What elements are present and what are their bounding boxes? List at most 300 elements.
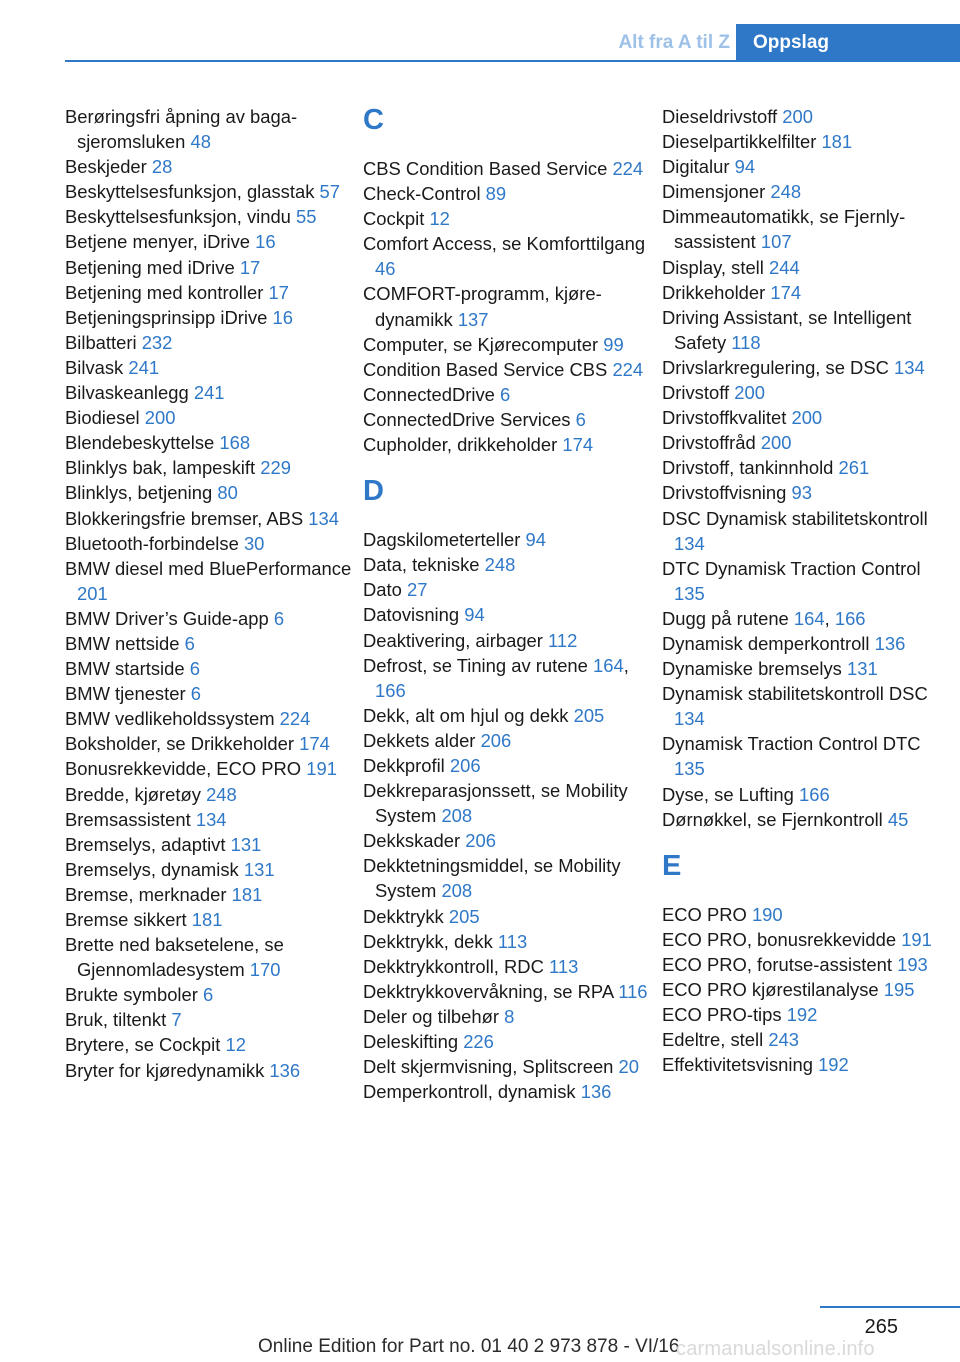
index-entry-term: Bremsassistent: [65, 808, 191, 830]
index-entry: [363, 382, 653, 407]
index-entry: [363, 778, 653, 828]
index-entry-term: Bonusrekkevidde, ECO PRO: [65, 758, 302, 780]
page-reference-link[interactable]: 6: [189, 658, 200, 680]
page-reference-link[interactable]: 135: [674, 582, 705, 604]
index-entry: [65, 430, 355, 455]
page-reference-link[interactable]: 12: [225, 1034, 246, 1056]
index-entry: [662, 952, 952, 977]
index-entry-term: Data, tekniske: [363, 554, 480, 576]
index-entry: [65, 506, 355, 531]
index-entry-term: ECO PRO: [662, 903, 747, 925]
index-entry-term: Betjene menyer, iDrive: [65, 231, 251, 253]
index-entry-term: Biodiesel: [65, 407, 140, 429]
index-entry: [65, 756, 355, 781]
page-reference-link[interactable]: 27: [406, 579, 428, 601]
index-entry: [363, 753, 653, 778]
page-reference-link[interactable]: 80: [217, 482, 238, 504]
index-entry: [65, 1058, 355, 1083]
index-entry-term: Dieseldrivstoff: [662, 106, 778, 127]
index-entry: [65, 405, 355, 430]
page-reference-link[interactable]: 174: [770, 281, 802, 303]
index-entry: [65, 154, 355, 179]
index-entry: [65, 982, 355, 1007]
index-entry: [65, 857, 355, 882]
index-entry-term: Dimensjoner: [662, 181, 766, 203]
page-reference-link[interactable]: 206: [480, 729, 512, 751]
page-reference-link[interactable]: 224: [612, 358, 644, 380]
index-letter-heading: D: [363, 475, 384, 508]
index-entry: [662, 927, 952, 952]
index-entry: [363, 281, 653, 331]
page-number: 265: [864, 1316, 898, 1338]
index-entry: Dugg på rutene 164, 166: [662, 607, 866, 629]
index-entry-term: Beskyttelsesfunksjon, vindu: [65, 206, 291, 228]
page-reference-link[interactable]: 6: [500, 383, 511, 405]
index-entry-term: Deler og tilbehør: [363, 1005, 499, 1027]
index-column-2: [363, 104, 653, 1104]
index-entry-term: CBS Condition Based Service: [363, 158, 608, 179]
page-reference-link[interactable]: 200: [791, 407, 823, 429]
page-reference-link[interactable]: 94: [734, 156, 756, 178]
index-entry-term: Effektivitetsvisning: [662, 1054, 813, 1076]
index-entry: [363, 628, 653, 653]
index-entry-term: Computer, se Kjørecomputer: [363, 333, 599, 355]
page-reference-link[interactable]: 192: [786, 1004, 818, 1026]
page-reference-link[interactable]: 195: [883, 979, 915, 1000]
index-entry: [363, 904, 653, 929]
index-entry-term: Display, stell: [662, 256, 764, 278]
index-entry: [363, 602, 653, 627]
page-reference-link[interactable]: 113: [549, 955, 579, 977]
index-entry: [363, 552, 653, 577]
footer-rule: [820, 1306, 960, 1308]
index-entry-term: Dynamisk Traction Control DTC: [662, 733, 921, 755]
page-reference-link[interactable]: 136: [874, 632, 906, 654]
header-chapter-tab[interactable]: Oppslag: [736, 24, 960, 61]
index-entry: [363, 1004, 653, 1029]
index-entry: [65, 782, 355, 807]
index-letter-heading: E: [662, 849, 682, 882]
index-entry: [662, 631, 952, 656]
page-reference-link[interactable]: 136: [580, 1081, 612, 1103]
index-entry-term: ECO PRO, bonusrekkevidde: [662, 928, 897, 950]
index-entry-term: Dieselpartikkelfilter: [662, 131, 817, 153]
page-reference-link[interactable]: 89: [485, 183, 507, 205]
index-entry-term: Digitalur: [662, 156, 730, 178]
index-entry: [662, 380, 952, 405]
page-reference-link[interactable]: 261: [838, 457, 870, 479]
index-entry: [65, 882, 355, 907]
index-entry: [65, 556, 355, 606]
index-entry: [65, 255, 355, 280]
index-entry-term: Dynamisk demperkontroll: [662, 632, 870, 654]
index-entry-term: Dekktrykkovervåkning, se RPA: [363, 980, 614, 1002]
index-entry-term: ECO PRO, forutse-assistent: [662, 953, 892, 975]
page-reference-link[interactable]: 224: [612, 158, 644, 179]
index-entry: [363, 1079, 653, 1104]
index-entry: [65, 807, 355, 832]
index-entry: [662, 977, 952, 1002]
index-entry-term: Beskyttelsesfunksjon, glasstak: [65, 181, 315, 203]
page-reference-link[interactable]: 191: [306, 758, 337, 780]
index-entry-term: Bluetooth-forbindelse: [65, 532, 239, 554]
page-reference-link[interactable]: 205: [573, 704, 605, 726]
index-entry: [65, 832, 355, 857]
index-entry-term: Drivstoffråd: [662, 432, 756, 454]
index-entry: [363, 728, 653, 753]
page-reference-link[interactable]: 174: [299, 733, 330, 755]
page-reference-link[interactable]: 118: [731, 331, 761, 353]
index-entry: [363, 527, 653, 552]
index-entry-term: BMW vedlikeholdssystem: [65, 708, 275, 730]
index-entry: [363, 332, 653, 357]
index-entry: [363, 979, 653, 1004]
page-reference-link[interactable]: 116: [618, 980, 648, 1002]
index-entry-term: Bremselys, adaptivt: [65, 833, 226, 855]
page-reference-link[interactable]: 200: [760, 432, 792, 454]
page-reference-link[interactable]: 136: [269, 1059, 301, 1081]
page-reference-link[interactable]: 206: [449, 754, 481, 776]
page-reference-link[interactable]: 193: [897, 953, 928, 975]
index-entry-term: Betjening med kontroller: [65, 281, 264, 303]
index-entry-term: Dekkreparasjonssett, se Mobility System: [363, 780, 628, 827]
index-entry: [662, 305, 952, 355]
page-reference-link[interactable]: 16: [255, 231, 276, 253]
index-entry-term: Driving Assistant, se Intelligent Safety: [662, 306, 912, 353]
page-reference-link[interactable]: 7: [171, 1009, 182, 1031]
index-entry-term: Brette ned baksetelene, se Gjennomladesystem: [65, 934, 284, 981]
index-entry-term: Brukte symboler: [65, 984, 198, 1006]
page-reference-link[interactable]: 164: [793, 607, 825, 629]
index-entry: [662, 255, 952, 280]
page-reference-link[interactable]: 16: [272, 306, 293, 328]
index-entry: [363, 357, 653, 382]
index-entry-term: Bremse, merknader: [65, 883, 227, 905]
index-entry-term: ECO PRO kjørestilanalyse: [662, 979, 879, 1000]
index-entry: [662, 355, 952, 380]
index-entry-term: Bryter for kjøredynamikk: [65, 1059, 265, 1081]
index-entry-term: BMW startside: [65, 658, 185, 680]
index-entry-term: Cockpit: [363, 208, 425, 230]
index-entry: [65, 1007, 355, 1032]
index-entry-term: ConnectedDrive: [363, 383, 495, 405]
index-entry-term: Bruk, tiltenkt: [65, 1009, 167, 1031]
index-entry-term: Dagskilometerteller: [363, 529, 521, 551]
index-entry: [662, 556, 952, 606]
index-entry: [65, 1032, 355, 1057]
index-entry-term: Dekktrykk, dekk: [363, 930, 493, 952]
page-reference-link[interactable]: 226: [463, 1031, 494, 1052]
index-entry: [65, 706, 355, 731]
index-entry: [363, 407, 653, 432]
page-reference-link[interactable]: 134: [195, 808, 227, 830]
index-entry-term: Drivstoff: [662, 382, 730, 404]
index-entry-term: Betjeningsprinsipp iDrive: [65, 306, 268, 328]
page-reference-link[interactable]: 112: [548, 629, 578, 651]
page-reference-link[interactable]: 241: [193, 382, 225, 404]
index-entry: [65, 179, 355, 204]
index-entry-term: BMW diesel med BluePerformance: [65, 557, 352, 579]
page-reference-link[interactable]: 248: [484, 554, 516, 576]
index-entry-term: Bilbatteri: [65, 331, 137, 353]
watermark: carmanualsonline.info: [676, 1338, 875, 1360]
page-reference-link[interactable]: 243: [768, 1029, 800, 1051]
page-reference-link[interactable]: 200: [734, 382, 765, 404]
index-entry-term: BMW nettside: [65, 632, 180, 654]
index-entry-term: Dørnøkkel, se Fjernkontroll: [662, 808, 883, 830]
index-entry: [65, 455, 355, 480]
page-reference-link[interactable]: 94: [525, 529, 546, 551]
index-entry: [662, 104, 952, 129]
page-reference-link[interactable]: 192: [818, 1054, 849, 1076]
page-reference-link[interactable]: 191: [901, 928, 932, 950]
page-reference-link[interactable]: 181: [231, 883, 263, 905]
index-entry: [662, 405, 952, 430]
index-entry-term: ECO PRO-tips: [662, 1004, 782, 1026]
index-entry-term: Dimmeautomatikk, se Fjernlysassistent: [662, 206, 906, 253]
page-reference-link[interactable]: 134: [674, 708, 705, 730]
index-entry: Defrost, se Tining av rutene 164, 166: [363, 654, 629, 701]
index-entry: [65, 229, 355, 254]
page-reference-link[interactable]: 168: [219, 432, 251, 454]
index-entry: [662, 1052, 952, 1077]
page-reference-link[interactable]: 205: [448, 905, 480, 927]
index-entry-term: Betjening med iDrive: [65, 256, 235, 278]
index-entry: [662, 179, 952, 204]
index-entry: [65, 480, 355, 505]
page-reference-link[interactable]: 201: [77, 582, 108, 604]
page-reference-link[interactable]: 131: [243, 858, 275, 880]
index-entry: [65, 280, 355, 305]
index-column-1: [65, 104, 355, 1083]
index-entry: [65, 907, 355, 932]
index-entry-term: DTC Dynamisk Traction Control: [662, 557, 921, 579]
index-entry-term: Blendebeskyttelse: [65, 432, 215, 454]
index-entry-term: Berøringsfri åpning av bagasjeromsluken: [65, 106, 298, 153]
index-entry: [662, 731, 952, 781]
index-entry: [363, 853, 653, 903]
index-entry-term: ConnectedDrive Services: [363, 408, 571, 430]
page-reference-link[interactable]: 190: [751, 903, 783, 925]
index-entry-term: Comfort Access, se Komforttilgang: [363, 233, 646, 255]
page-reference-link[interactable]: 17: [268, 281, 289, 303]
index-entry-term: COMFORT-programm, kjøredynamikk: [363, 283, 602, 330]
index-entry: [662, 1002, 952, 1027]
index-entry: [662, 807, 952, 832]
header-section-title: Alt fra A til Z: [618, 32, 730, 53]
page-reference-link[interactable]: 6: [273, 607, 285, 629]
index-entry-term: Condition Based Service CBS: [363, 358, 608, 380]
index-entry: [363, 231, 653, 281]
page-reference-link[interactable]: 206: [465, 830, 496, 852]
page-reference-link[interactable]: 20: [618, 1056, 639, 1078]
index-entry-term: Dekktetningsmiddel, se Mobility System: [363, 855, 621, 902]
page-reference-link[interactable]: 134: [894, 356, 925, 378]
index-entry-term: Dyse, se Lufting: [662, 783, 794, 805]
index-entry-term: Drivstoffvisning: [662, 482, 787, 504]
page-reference-link[interactable]: 17: [239, 256, 261, 278]
index-entry-term: Dekkets alder: [363, 729, 476, 751]
index-entry: [65, 531, 355, 556]
index-entry-term: Dekkprofil: [363, 754, 445, 776]
page-reference-link[interactable]: 6: [184, 632, 195, 654]
index-entry-term: Drivstoff, tankinnhold: [662, 457, 834, 479]
page-reference-link[interactable]: 200: [144, 407, 176, 429]
index-entry: [65, 731, 355, 756]
page-reference-link[interactable]: 224: [279, 708, 311, 730]
index-entry-term: Bredde, kjøretøy: [65, 783, 201, 805]
index-entry-term: Dugg på rutene: [662, 607, 789, 629]
index-entry: [363, 929, 653, 954]
index-entry: [662, 1027, 952, 1052]
page-reference-link[interactable]: 93: [791, 482, 812, 504]
page-reference-link[interactable]: 166: [799, 783, 830, 805]
page-reference-link[interactable]: 181: [191, 909, 223, 930]
page-reference-link[interactable]: 170: [249, 959, 281, 981]
index-entry-term: Cupholder, drikkeholder: [363, 434, 558, 456]
index-column-3: [662, 104, 952, 1077]
index-entry: [363, 954, 653, 979]
page-reference-link[interactable]: 131: [847, 658, 878, 680]
page-reference-link[interactable]: 6: [190, 683, 201, 705]
page-reference-link[interactable]: 166: [834, 607, 866, 629]
page-reference-link[interactable]: 137: [457, 308, 489, 330]
index-entry: [65, 204, 355, 229]
index-entry-term: Dekkskader: [363, 830, 461, 852]
index-entry-term: Dynamiske bremselys: [662, 658, 842, 680]
index-entry: [65, 656, 355, 681]
page-reference-link[interactable]: 30: [243, 532, 265, 554]
index-entry: [662, 782, 952, 807]
index-entry: [363, 1029, 653, 1054]
page-reference-link[interactable]: 248: [206, 783, 237, 805]
page-reference-link[interactable]: 99: [603, 333, 624, 355]
index-entry-term: Blokkeringsfrie bremser, ABS: [65, 507, 304, 529]
index-entry: [65, 932, 355, 982]
index-entry-term: Dekktrykkontroll, RDC: [363, 955, 544, 977]
index-entry-term: Bilvask: [65, 356, 124, 378]
index-entry: [662, 204, 952, 254]
index-entry: [662, 430, 952, 455]
index-entry-term: Delt skjermvisning, Splitscreen: [363, 1056, 614, 1078]
index-entry-term: Bremse sikkert: [65, 909, 187, 930]
page-reference-link[interactable]: 166: [375, 679, 406, 701]
page-reference-link[interactable]: 135: [674, 758, 705, 780]
index-entry: [662, 656, 952, 681]
index-entry-term: BMW tjenester: [65, 683, 186, 705]
page-reference-link[interactable]: 164: [593, 654, 624, 676]
index-entry-term: Dekk, alt om hjul og dekk: [363, 704, 569, 726]
page-reference-link[interactable]: 248: [770, 181, 802, 203]
page-reference-link[interactable]: 229: [260, 457, 291, 479]
index-entry-term: Edeltre, stell: [662, 1029, 764, 1051]
index-entry: [363, 828, 653, 853]
index-entry-term: Deleskifting: [363, 1031, 459, 1052]
page-reference-link[interactable]: 46: [375, 258, 396, 280]
index-entry: [662, 129, 952, 154]
index-entry: [363, 181, 653, 206]
page-reference-link[interactable]: 45: [887, 808, 909, 830]
page-reference-link[interactable]: 244: [768, 256, 800, 278]
page-reference-link[interactable]: 28: [151, 156, 173, 178]
page-reference-link[interactable]: 48: [190, 131, 211, 153]
index-entry-term: BMW Driver’s Guide-app: [65, 607, 269, 629]
page-reference-link[interactable]: 6: [203, 984, 214, 1006]
index-entry: [363, 432, 653, 457]
page-reference-link[interactable]: 134: [674, 532, 705, 554]
index-entry-term: Drivstoffkvalitet: [662, 407, 787, 429]
page-reference-link[interactable]: 241: [128, 356, 160, 378]
page-reference-link[interactable]: 107: [760, 231, 792, 253]
page-reference-link[interactable]: 208: [441, 805, 473, 827]
index-entry-term: Defrost, se Tining av rutene: [363, 654, 588, 676]
index-entry-term: Deaktivering, airbager: [363, 629, 543, 651]
index-entry: [65, 355, 355, 380]
index-entry-term: Datovisning: [363, 604, 460, 626]
index-entry: [662, 280, 952, 305]
page-reference-link[interactable]: 181: [821, 131, 853, 153]
index-entry-term: Demperkontroll, dynamisk: [363, 1081, 576, 1103]
index-entry: [65, 305, 355, 330]
index-entry: [662, 902, 952, 927]
index-entry: [662, 681, 952, 731]
index-entry: [363, 1054, 653, 1079]
edition-note: Online Edition for Part no. 01 40 2 973 878 - VI/16: [258, 1336, 680, 1357]
index-entry-term: Boksholder, se Drikkeholder: [65, 733, 294, 755]
index-entry: [65, 606, 355, 631]
page-reference-link[interactable]: 113: [497, 930, 528, 952]
index-entry: [363, 703, 653, 728]
page-reference-link[interactable]: 57: [319, 181, 341, 203]
index-entry: [65, 330, 355, 355]
index-entry-term: Check-Control: [363, 183, 481, 205]
index-entry-term: Bilvaskeanlegg: [65, 382, 189, 404]
page-reference-link[interactable]: 8: [504, 1005, 515, 1027]
index-entry: [662, 154, 952, 179]
index-entry-term: Dekktrykk: [363, 905, 444, 927]
index-entry-term: Blinklys, betjening: [65, 482, 213, 504]
index-entry: [363, 577, 653, 602]
index-entry-term: DSC Dynamisk stabilitetskontroll: [662, 507, 928, 529]
page-reference-link[interactable]: 12: [429, 208, 450, 230]
index-entry: [662, 455, 952, 480]
index-entry-term: Drivslarkregulering, se DSC: [662, 356, 889, 378]
page-reference-link[interactable]: 55: [296, 206, 317, 228]
index-entry: [662, 480, 952, 505]
page-reference-link[interactable]: 174: [562, 434, 594, 456]
index-entry-term: Beskjeder: [65, 156, 147, 178]
index-entry: [65, 380, 355, 405]
page-reference-link[interactable]: 232: [141, 331, 173, 353]
index-entry: [65, 631, 355, 656]
index-entry-term: Dynamisk stabilitetskontroll DSC: [662, 683, 928, 705]
index-entry: [662, 506, 952, 556]
index-entry: [65, 104, 355, 154]
index-entry: [363, 206, 653, 231]
index-entry-term: Blinklys bak, lampeskift: [65, 457, 256, 479]
index-entry-term: Bremselys, dynamisk: [65, 858, 239, 880]
page-reference-link[interactable]: 94: [464, 604, 485, 626]
page-reference-link[interactable]: 134: [308, 507, 339, 529]
page-reference-link[interactable]: 200: [782, 106, 813, 127]
index-entry: [363, 156, 653, 181]
page-reference-link[interactable]: 208: [441, 880, 473, 902]
page-reference-link[interactable]: 131: [230, 833, 262, 855]
index-entry-term: Drikkeholder: [662, 281, 766, 303]
index-letter-heading: C: [363, 104, 384, 136]
index-entry-term: Brytere, se Cockpit: [65, 1034, 221, 1056]
page-reference-link[interactable]: 6: [575, 408, 586, 430]
